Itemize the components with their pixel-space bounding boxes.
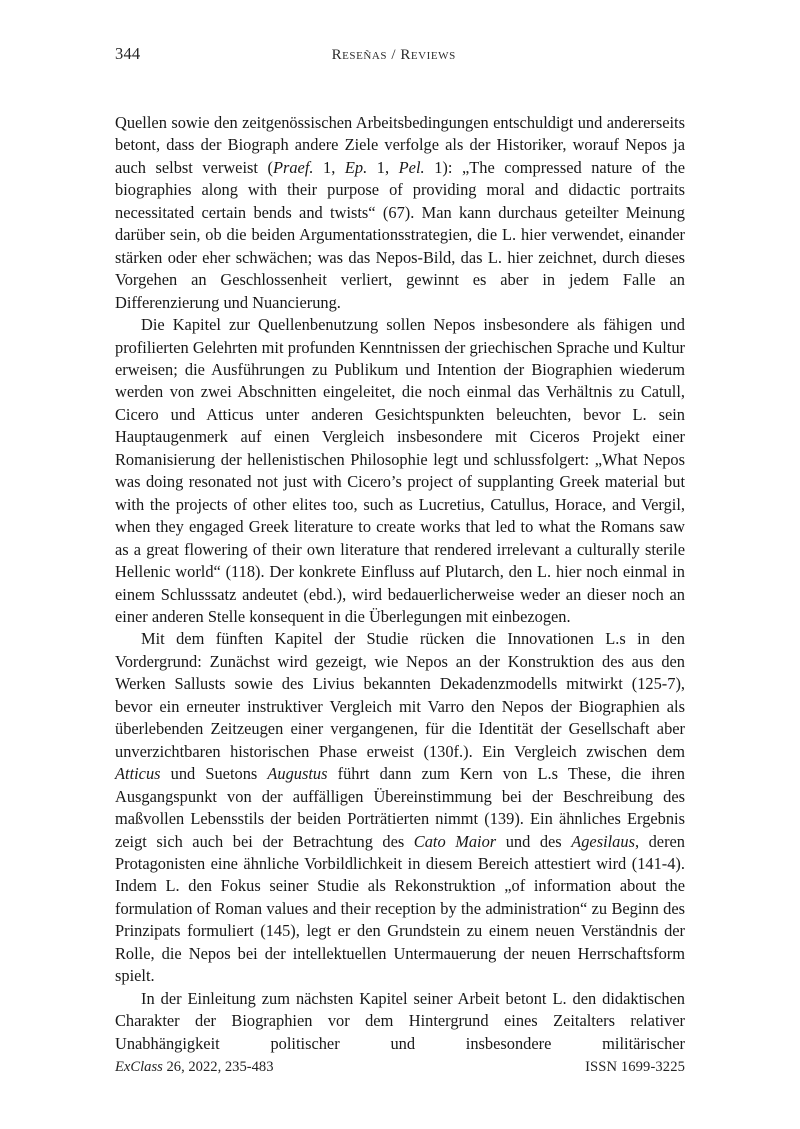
journal-title: ExClass	[115, 1059, 163, 1075]
italic-title: Ep.	[344, 157, 368, 177]
paragraph-einleitung	[115, 988, 685, 1055]
text-run: Quellen sowie den zeitgenössischen Arbeitsbedingungen entschuldigt und andererseits betont, dass der Biograph andere Ziele verfolge als der Historiker, worauf Nepos ja auch selbst verweist (	[115, 113, 685, 177]
paragraph-fuenftes-kapitel	[115, 628, 685, 987]
paragraph-quellen	[115, 112, 685, 314]
text-run: Die Kapitel zur Quellenbenutzung sollen Nepos insbesondere als fähigen und profilierten Gelehrten mit profunden Kenntnissen der griechischen Sprache und Kultur erweisen; die Ausführungen zu Publikum und Intention der Biographien wiederum werden von zwei Abschnitten eingeleitet, die noch einmal das Verhältnis zu Catull, Cicero und Atticus unter anderen Gesichtspunkten beleuchten, bevor L. sein Hauptaugenmerk auf einen Vergleich insbesondere mit Ciceros Projekt einer Romanisierung der hellenistischen Philosophie legt und schlussfolgert: „What Nepos was doing resonated not just with Cicero’s project of supplanting Greek material but with the projects of other elites too, such as Lucretius, Catullus, Horace, and Vergil, when they engaged Greek literature to create works that led to what the Romans saw as a great flowering of their own literature that rendered irrelevant a culturally sterile Hellenic world“ (118). Der konkrete Einfluss auf Plutarch, den L. hier noch einmal in einem Schlusssatz andeutet (ebd.), wird bedauerlicherweise weder an dieser noch an einer anderen Stelle konsequent in die Überlegungen mit einbezogen.	[115, 315, 685, 626]
footer-issn: ISSN 1699-3225	[585, 1059, 685, 1075]
footer-citation-detail: 26, 2022, 235-483	[162, 1059, 274, 1075]
text-run: 1,	[367, 157, 399, 177]
text-run: und Suetons	[160, 764, 268, 784]
page-footer	[115, 1059, 685, 1076]
text-run: In der Einleitung zum nächsten Kapitel seiner Arbeit betont L. den didaktischen Charakter der Biographien vor dem Hintergrund eines Zeitalters relativer Unabhängigkeit politischer und insbesondere militärischer	[115, 988, 685, 1053]
body-text	[115, 112, 685, 1055]
italic-title: Praef.	[272, 157, 314, 177]
italic-title: Augustus	[267, 764, 328, 784]
italic-title: Pel.	[398, 157, 425, 177]
text-run: 1,	[313, 157, 345, 177]
running-title: Reseñas / Reviews	[331, 47, 456, 63]
paragraph-kapitel	[115, 314, 685, 628]
footer-citation	[115, 1059, 274, 1076]
text-run: führt dann zum Kern von L.s These, die ihren Ausgangspunkt von der auffälligen Übereinstimmung bei der Beschreibung des maßvollen Lebensstils der beiden Porträtierten nimmt (139). Ein ähnliches Ergebnis zeigt sich auch bei der Betrachtung des	[115, 764, 685, 851]
text-run: Mit dem fünften Kapitel der Studie rücken die Innovationen L.s in den Vordergrund: Zunächst wird gezeigt, wie Nepos an der Konstruktion des aus den Werken Sallusts sowie des Livius bekannten Dekadenzmodells mitwirkt (125-7), bevor ein erneuter instruktiver Vergleich mit Varro den Nepos der Biographien als überlebenden Zeitzeugen einer vergangenen, für die Identität der Gesellschaft aber unverzichtbaren historischen Phase erweist (130f.). Ein Vergleich zwischen dem	[115, 629, 685, 761]
italic-title: Cato Maior	[413, 831, 497, 851]
italic-title: Agesilaus	[571, 831, 635, 851]
text-run: und des	[496, 831, 572, 851]
running-head	[115, 44, 685, 68]
italic-title: Atticus	[115, 764, 161, 784]
page-number: 344	[115, 44, 141, 63]
text-run: 1): „The compressed nature of the biographies along with their purpose of providing moral and didactic portraits necessitated certain bends and twists“ (67). Man kann durchaus geteilter Meinung darüber sein, ob die beiden Argumentationsstrategien, die L. hier verwendet, einander stärken oder eher schwächen; was das Nepos-Bild, das L. hier zeichnet, durch dieses Vorgehen an Geschlossenheit verliert, gewinnt es aber in jedem Falle an Differenzierung und Nuancierung.	[115, 157, 685, 312]
text-run: , deren Protagonisten eine ähnliche Vorbildlichkeit in diesem Bereich attestiert wird (141-4). Indem L. den Fokus seiner Studie als Rekonstruktion „of information about the formulation of Roman values and their reception by the administration“ zu Beginn des Prinzipats formuliert (145), legt er den Grundstein zu einem neuen Verständnis der Rolle, die Nepos bei der intellektuellen Untermauerung der neuen Herrschaftsform spielt.	[115, 831, 685, 986]
